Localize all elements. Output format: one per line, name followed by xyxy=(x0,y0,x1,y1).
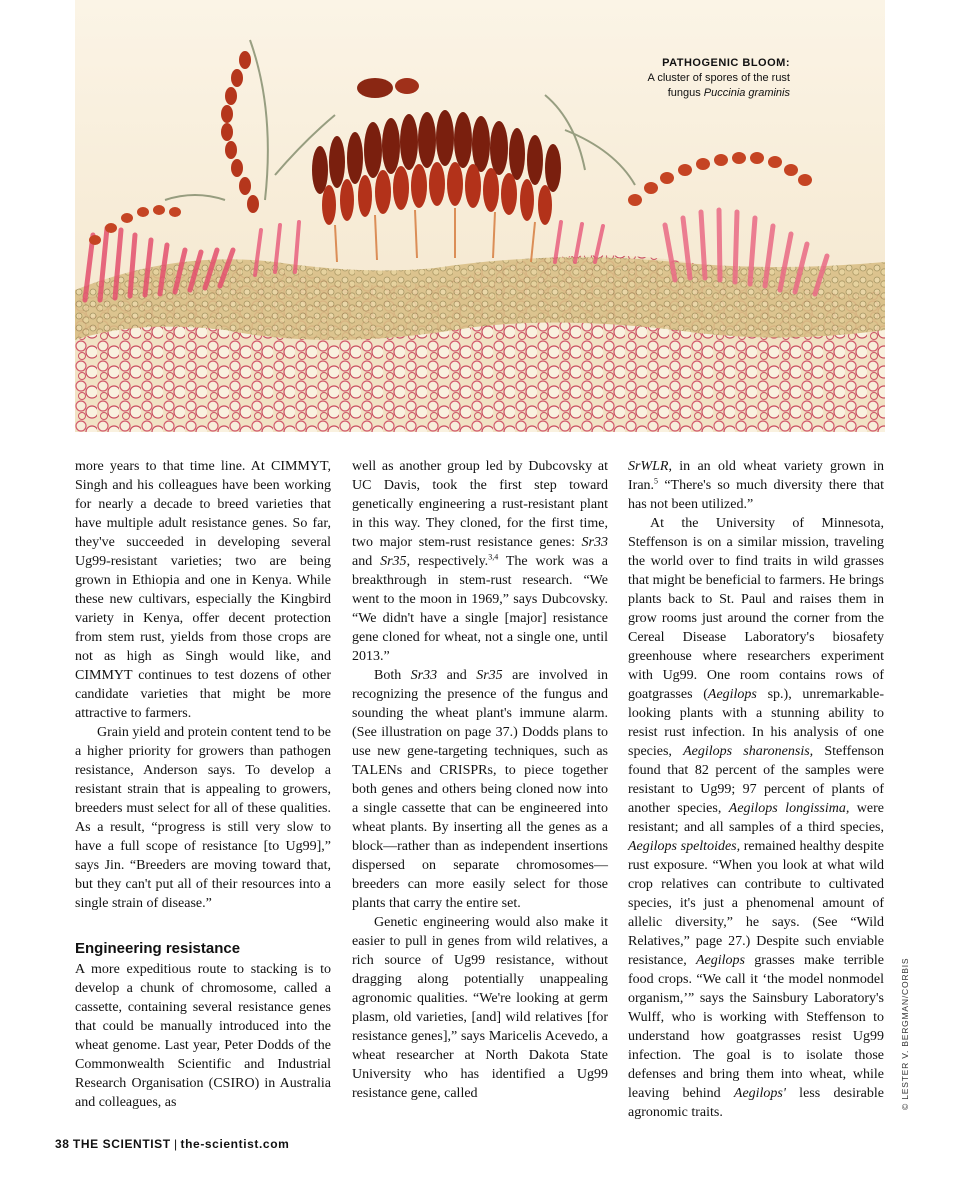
col1-paragraph-1: more years to that time line. At CIMMYT, Singh and his colleagues have been working for nearly a decade to breed varieties that have multiple adult resistance genes. So far, they've succeeded in developing several Ug99-resistant varieties; two are being grown in Ethiopia and one in Kenya. While these new cultivars, especially the Kingbird variety in Kenya, offer decent protection from stem rust, yields from those crops are not as high as Singh would like, and CIMMYT continues to test dozens of other candidate varieties that might be more attractive to farmers. xyxy=(75,459,331,721)
text-run: are involved in recognizing the presence of the fungus and sounding the wheat plant's immune alarm. (See illustration on page 37.) Dodds plans to use new gene-targeting techniques, such as TALENs and CRISPRs, to piece together both genes and others being cloned now into a single cassette that can be engineered into wheat plants. By inserting all the genes as a block—rather than as independent insertions dispersed on separate chromosomes—breeders can more easily select for those plants that carry the entire set. xyxy=(352,668,608,911)
citation-ref: 5 xyxy=(654,476,659,486)
text-run: remained healthy despite rust exposure. “When you look at what wild crop relatives can contribute to cultivated species, it's just a phenomenal amount of allelic diversity,” he says. (See “Wild Relatives,” page 27.) Despite such enviable resistance, xyxy=(628,839,884,968)
text-run: Steffenson found that 82 percent of the samples were resistant to Ug99; 97 percent of plants of another species, xyxy=(628,744,884,816)
col3-paragraph-2 xyxy=(628,514,884,1122)
gene-sr35: Sr35 xyxy=(476,668,503,683)
rust-spores-photo xyxy=(75,0,885,432)
gene-srwlr: SrWLR xyxy=(628,459,669,474)
caption-line2 xyxy=(648,86,790,101)
col2-paragraph-2 xyxy=(352,666,608,913)
magazine-name: THE SCIENTIST xyxy=(72,1137,171,1151)
caption-line1: A cluster of spores of the rust xyxy=(647,72,790,84)
col2-paragraph-1 xyxy=(352,457,608,666)
species-name: Aegilops xyxy=(707,687,757,702)
gene-sr33: Sr33 xyxy=(581,535,608,550)
text-run: and xyxy=(352,554,381,569)
column-2 xyxy=(352,457,608,1103)
text-run: were resistant; and all samples of a third species, xyxy=(628,801,885,835)
text-run: “There's so much diversity there that has not been utilized.” xyxy=(628,478,884,512)
page-footer xyxy=(55,1137,289,1151)
photo-credit: © LESTER V. BERGMAN/CORBIS xyxy=(900,957,910,1110)
species-name: Aegilops xyxy=(695,953,745,968)
text-run: sp.), unremarkable-looking plants with a stunning ability to resist rust infection. In his analysis of one species, xyxy=(628,687,884,759)
page-number: 38 xyxy=(55,1137,70,1151)
gene-sr33: Sr33 xyxy=(410,668,438,683)
species-name: Aegilops sharonensis, xyxy=(683,744,814,759)
photo-caption xyxy=(648,56,790,101)
footer-separator: | xyxy=(170,1137,181,1151)
col1-paragraph-2: Grain yield and protein content tend to be a higher priority for growers than pathogen resistance, Anderson says. To develop a resistant strain that is appealing to growers, breeders must select for all of these qualities. As a result, “progress is still very slow to have a full scope of resistance [to Ug99],” says Jin. “Breeders are moving toward that, but they can't put all of their resources into a single strain of disease.” xyxy=(75,725,331,911)
text-run: , in an old wheat variety grown in Iran. xyxy=(628,459,884,493)
text-run: The work was a breakthrough in stem-rust research. “We went to the moon in 1969,” says Dubcovsky. “We didn't have a single [major] resistance gene cloned for wheat, not a single one, until 2013.” xyxy=(352,554,609,664)
citation-ref: 3,4 xyxy=(488,552,499,562)
species-name: Aegilops speltoides, xyxy=(628,839,741,854)
text-run: less desirable agronomic traits. xyxy=(628,1086,884,1120)
col2-paragraph-3: Genetic engineering would also make it easier to pull in genes from wild relatives, a rich source of Ug99 resistance, without dragging along potentially unappealing agronomic qualities. “We're looking at germ plasm, old varieties, [and] wild relatives [for resistance genes],” says Maricelis Acevedo, a wheat researcher at North Dakota State University who has identified a Ug99 resistance gene, called xyxy=(352,915,608,1101)
caption-line2-text: fungus xyxy=(667,87,704,99)
text-run: grasses make terrible food crops. “We call it ‘the model nonmodel organism,’” says the Sainsbury Laboratory's Wulff, who is working with Steffenson to understand how goatgrasses resist Ug99 infection. The goal is to isolate those defenses and bring them into wheat, while leaving behind xyxy=(628,953,884,1101)
magazine-url[interactable]: the-scientist.com xyxy=(180,1137,290,1151)
column-3 xyxy=(628,457,884,1122)
caption-head: PATHOGENIC BLOOM: xyxy=(662,57,790,69)
text-run: Both xyxy=(374,668,411,683)
gene-sr35: Sr35 xyxy=(380,554,407,569)
subheading-engineering-resistance: Engineering resistance xyxy=(75,940,241,957)
text-run: and xyxy=(437,668,477,683)
col1-paragraph-3: A more expeditious route to stacking is to develop a chunk of chromosome, called a cassette, containing several resistance genes that could be manually introduced into the wheat genome. Last year, Peter Dodds of the Commonwealth Scientific and Industrial Research Organisation (CSIRO) in Australia and colleagues, as xyxy=(75,962,331,1110)
caption-species: Puccinia graminis xyxy=(703,87,790,99)
text-run: At the University of Minnesota, Steffenson is on a similar mission, traveling the world over to find traits in wild grasses that might be beneficial to farmers. He brings plants back to St. Paul and raises them in grow rooms just around the corner from the Cereal Disease Laboratory's biosafety greenhouse where researchers experiment with Ug99. One room contains rows of goatgrasses ( xyxy=(628,516,884,702)
col3-paragraph-1 xyxy=(628,457,884,514)
text-run: , respectively. xyxy=(406,554,489,569)
column-1 xyxy=(75,457,331,1112)
species-name: Aegilops longissima, xyxy=(728,801,850,816)
text-run: well as another group led by Dubcovsky at UC Davis, took the first step toward genetically engineering a rust-resistant plant in this way. They cloned, for the first time, two major stem-rust resistance genes: xyxy=(352,459,608,550)
species-name: Aegilops' xyxy=(733,1086,786,1101)
